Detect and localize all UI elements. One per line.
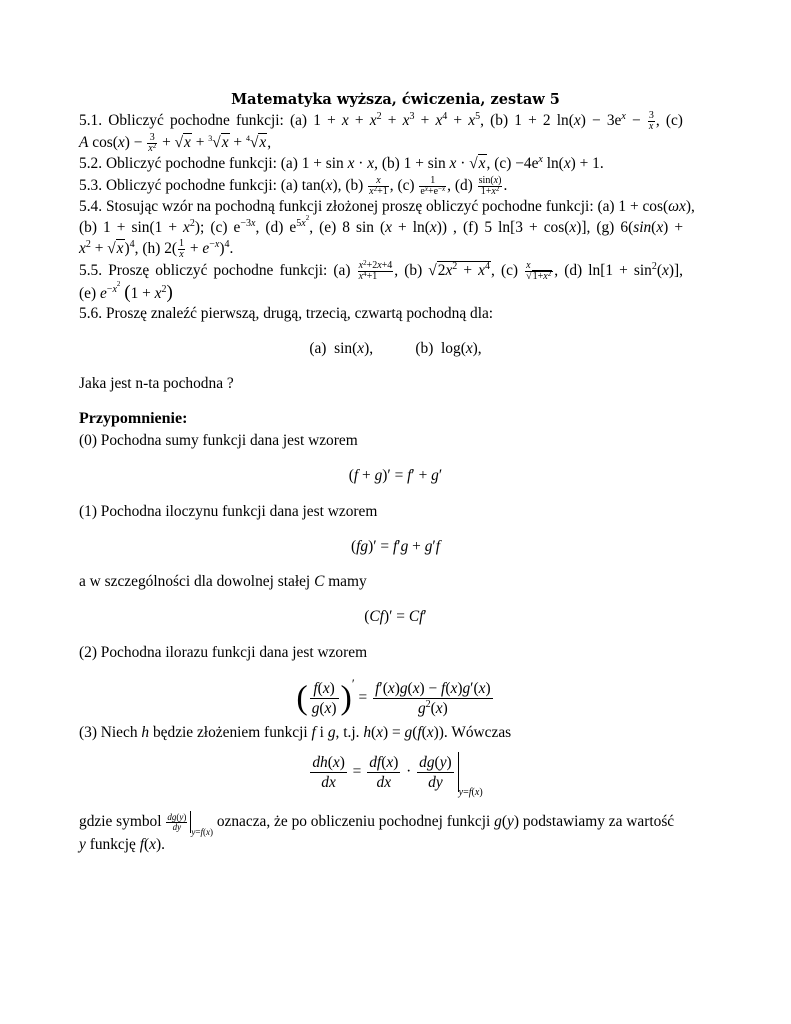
item-label: (c) (210, 219, 228, 236)
item-label: (a) (280, 177, 298, 195)
formula: $x^2 + √x)^4$, (79, 239, 139, 258)
chain-rule-formula: $\frac{dh(x)}{dx}$ = $\frac{df(x)}{dx}$ · $\frac{dg(y)}{dy}$ $_{y=f(x)}$ (312, 753, 483, 798)
exercise-5-1-line-1 (79, 111, 683, 132)
text: mamy (328, 573, 367, 590)
reminder-heading: Przypomnienie: (79, 410, 188, 427)
exercise-5-4-line-2 (79, 214, 684, 238)
item-label: (a) (333, 262, 351, 280)
item-label: (d) (454, 177, 473, 195)
exercise-label: 5.1. (79, 112, 103, 130)
formula: log(x), (441, 340, 482, 357)
reminder-1b-text (79, 572, 367, 592)
text: podstawiamy za wartość (522, 813, 675, 830)
text: i (319, 724, 324, 741)
formula: 1 + cos(ωx), (618, 198, 695, 215)
formula: $\frac{\sin(x)}{1+x^2}$ . (478, 175, 508, 197)
formula: $e^{-x^2}$ $(1 + x^2)$ (99, 280, 173, 303)
formula: 2( $\frac{1}{x}$ + $e^{-x})^4$. (164, 238, 234, 260)
formula: tan(x), (301, 177, 342, 195)
item-label: (d) (564, 262, 583, 280)
exercise-label: 5.2. (79, 155, 103, 172)
exercise-5-2 (79, 154, 604, 174)
item-label: (a) (597, 198, 615, 215)
note-line-2: y funkcję f(x). (79, 836, 165, 853)
exercise-label: 5.6. (79, 305, 103, 322)
product-rule-formula: (fg)′ = f′g + g′f (350, 538, 441, 555)
text: będzie złożeniem funkcji (152, 724, 308, 741)
item-label: (b) (404, 262, 423, 280)
text: oznacza, że po obliczeniu pochodnej funkcji (216, 813, 491, 830)
page-title: Matematyka wyższa, ćwiczenia, zestaw 5 (231, 91, 560, 108)
exercise-text: Stosując wzór na pochodną funkcji złożonej proszę obliczyć pochodne funkcji: (105, 198, 594, 215)
constant-symbol: C (314, 573, 325, 590)
item-label: (c) (397, 177, 415, 195)
nth-derivative-question: Jaka jest n-ta pochodna ? (79, 375, 234, 392)
exercise-text: Obliczyć pochodne funkcji: (108, 112, 284, 130)
formula: $e^{5x^2}$, (289, 214, 314, 236)
exercise-5-3 (79, 176, 507, 197)
reminder-1-text: (1) Pochodna iloczynu funkcji dana jest wzorem (79, 503, 378, 520)
exercise-5-1-line-2 (79, 133, 271, 154)
item-label: (b) (415, 340, 434, 357)
item-label: (c) (494, 155, 512, 172)
reminder-0-text: (0) Pochodna sumy funkcji dana jest wzorem (79, 432, 358, 449)
reminder-2-text: (2) Pochodna ilorazu funkcji dana jest wzorem (79, 644, 368, 661)
exercise-5-4-line-3 (79, 239, 233, 260)
exercise-5-5-line-2 (79, 280, 173, 304)
exercise-5-5-line-1 (79, 261, 683, 282)
item-label: (f) (462, 219, 479, 236)
text: funkcję (89, 836, 136, 853)
formula: 1 + 2 $\ln(x) - 3e^x$ − $\frac{3}{x}$ , (514, 110, 660, 132)
exercise-text: Obliczyć pochodne funkcji: (105, 155, 277, 172)
item-label: (a) (289, 112, 308, 130)
item-label: (b) (345, 177, 364, 195)
formula: $\ln[1 + \sin^2(x)]$, (588, 261, 683, 280)
text: , t.j. (335, 724, 360, 741)
formula: sin(x), (334, 340, 374, 357)
item-label: (b) (381, 155, 400, 172)
exercise-text: Proszę obliczyć pochodne funkcji: (108, 262, 328, 280)
formula: A cos(x) − $\frac{3}{x^2}$ + √x + $^3$√x + $^4$√x, (79, 132, 272, 154)
quotient-rule-formula: ( $\frac{f(x)}{g(x)}$ )′ = $\frac{f'(x)g(x) - f(x)g'(x)}{g^2(x)}$ (296, 676, 491, 717)
item-label: (e) (319, 219, 337, 236)
exercise-label: 5.4. (79, 198, 103, 215)
exercise-label: 5.3. (79, 177, 103, 195)
exercise-label: 5.5. (79, 262, 103, 280)
item-label: (c) (665, 112, 683, 130)
item-label: (a) (280, 155, 298, 172)
formula: $\frac{1}{e^x+e^{-x}}$ , (420, 175, 451, 197)
text: a w szczególności dla dowolnej stałej (79, 573, 311, 590)
sum-rule-formula: (f + g)′ = f′ + g′ (348, 467, 443, 484)
formula: 1 + sin x · x, (301, 155, 378, 172)
item-label: (b) (490, 112, 509, 130)
formula: 8 sin (x + ln(x)) , (342, 219, 457, 236)
formula: $1 + x + x^2 + x^3 + x^4 + x^5$, (313, 111, 484, 130)
formula: $√2x^2 + x^4$, (428, 261, 495, 280)
exercise-5-4-line-1 (79, 197, 695, 217)
text: . Wówczas (443, 724, 512, 741)
item-label: (g) (596, 219, 615, 236)
item-label: (a) (309, 340, 327, 357)
item-label: (e) (79, 285, 97, 302)
item-label: (b) (79, 219, 97, 236)
item-label: (d) (265, 219, 284, 236)
formula: 1 + sin x · √x, (403, 155, 491, 172)
formula: $\frac{x}{√1+x^2}$ , (526, 260, 559, 282)
exercise-text: Obliczyć pochodne funkcji: (105, 177, 277, 195)
formula: $\frac{x^2+2x+4}{x^4+1}$ , (358, 259, 399, 282)
item-label: (h) (142, 240, 161, 258)
formula: 6(sin(x) + (620, 219, 684, 236)
formula: $-4e^x$ ln(x) + 1. (515, 154, 604, 172)
formula: $1 + \sin(1 + x^2)$; (103, 218, 205, 236)
exercise-5-6 (79, 304, 493, 324)
item-label: (c) (500, 262, 519, 280)
note-line-1: gdzie symbol $\frac{dg(y)}{dy}$ $_{y=f(x)}$ oznacza, że po obliczeniu pochodnej funkcji g(y) podstawiamy za wartość (79, 811, 675, 837)
text: (3) Niech (79, 724, 138, 741)
constant-rule-formula: (Cf)′ = Cf′ (364, 608, 427, 625)
exercise-5-6-items (0, 339, 791, 359)
formula: $e^{-3x}$, (233, 218, 260, 236)
text: gdzie symbol (79, 813, 162, 830)
formula: $\frac{x}{x^2+1}$ , (369, 175, 394, 197)
formula: 5 ln[3 + cos(x)], (484, 219, 591, 236)
exercise-text: Proszę znaleźć pierwszą, drugą, trzecią, czwartą pochodną dla: (105, 305, 494, 322)
reminder-3-text: (3) Niech h będzie złożeniem funkcji f i g, t.j. h(x) = g(f(x)). Wówczas (79, 724, 512, 741)
